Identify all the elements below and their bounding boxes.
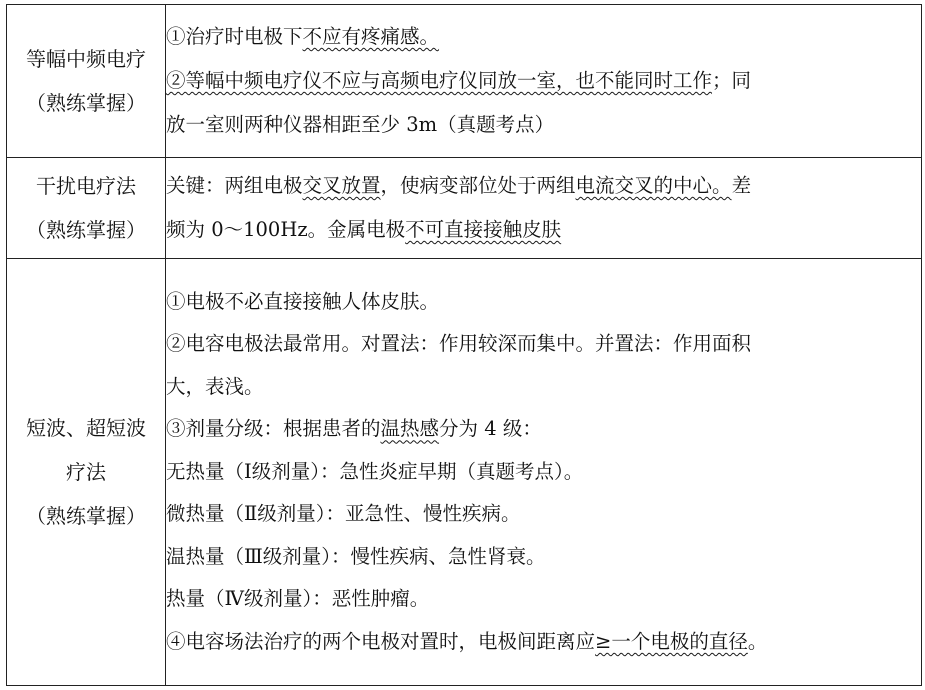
emphasized-text: 温热感	[380, 417, 440, 441]
table-row	[7, 259, 922, 686]
row-label-line: 短波、超短波	[26, 416, 146, 440]
text-segment: 频为 0～100Hz。金属电极	[166, 218, 406, 241]
content-line	[166, 366, 921, 409]
table-row	[7, 5, 922, 158]
row-label-line: （熟练掌握）	[26, 504, 146, 528]
content-line	[166, 15, 921, 59]
row-label	[7, 5, 166, 158]
emphasized-text: 不应有疼痛感。	[302, 25, 440, 48]
text-segment: ①电极不必直接接触人体皮肤。	[166, 289, 440, 313]
content-line	[166, 408, 921, 451]
content-line	[166, 493, 921, 536]
content-line	[166, 59, 921, 103]
content-line	[166, 323, 921, 366]
content-line	[166, 208, 921, 252]
text-segment: 温热量（Ⅲ级剂量）：慢性疾病、急性肾衰。	[166, 544, 546, 568]
content-line	[166, 164, 921, 208]
row-content	[166, 5, 922, 158]
content-line	[166, 451, 921, 494]
text-segment: ②电容电极法最常用。对置法：作用较深而集中。并置法：作用面积	[166, 332, 752, 356]
text-segment: ④电容场法治疗的两个电极对置时，电极间距离应	[166, 629, 596, 653]
row-content	[166, 259, 922, 686]
text-segment: 微热量（Ⅱ级剂量）：亚急性、慢性疾病。	[166, 502, 521, 526]
text-segment: 。	[747, 629, 768, 653]
row-label-line: 干扰电疗法	[36, 174, 136, 198]
text-segment: 无热量（Ⅰ级剂量）：急性炎症早期（真题考点）。	[166, 459, 584, 483]
notes-table	[6, 4, 922, 686]
text-segment: 大，表浅。	[166, 374, 264, 398]
row-label-line: （熟练掌握）	[26, 91, 146, 115]
content-line	[166, 281, 921, 324]
row-label-line: 等幅中频电疗	[26, 47, 146, 71]
text-segment: ；同	[712, 69, 752, 92]
content-line	[166, 536, 921, 579]
row-content	[166, 158, 922, 259]
text-segment: 热量（Ⅳ级剂量）：恶性肿瘤。	[166, 587, 430, 611]
text-segment: ①治疗时电极下	[166, 25, 303, 48]
emphasized-text: ≥一个电极的直径	[595, 629, 748, 653]
text-segment: 关键：两组电极	[166, 174, 303, 197]
table-row	[7, 158, 922, 259]
row-label-line: 疗法	[66, 460, 106, 484]
text-segment: 放一室则两种仪器相距至少 3m（真题考点）	[166, 113, 555, 136]
emphasized-text: 交叉放置	[302, 174, 381, 197]
content-line	[166, 578, 921, 621]
emphasized-text: ②等幅中频电疗仪不应与高频电疗仪同放一室，也不能同时工作	[166, 69, 713, 92]
row-label	[7, 259, 166, 686]
content-line	[166, 621, 921, 664]
text-segment: ③剂量分级：根据患者的	[166, 417, 381, 441]
row-label	[7, 158, 166, 259]
text-segment: ，使病变部位处于两组	[380, 174, 576, 197]
text-segment: 分为 4 级：	[439, 417, 542, 441]
emphasized-text: 电流交叉的中心。	[575, 174, 732, 197]
emphasized-text: 不可直接接触皮肤	[405, 218, 562, 241]
row-label-line: （熟练掌握）	[26, 218, 146, 242]
text-segment: 差	[731, 174, 752, 197]
content-line	[166, 103, 921, 147]
